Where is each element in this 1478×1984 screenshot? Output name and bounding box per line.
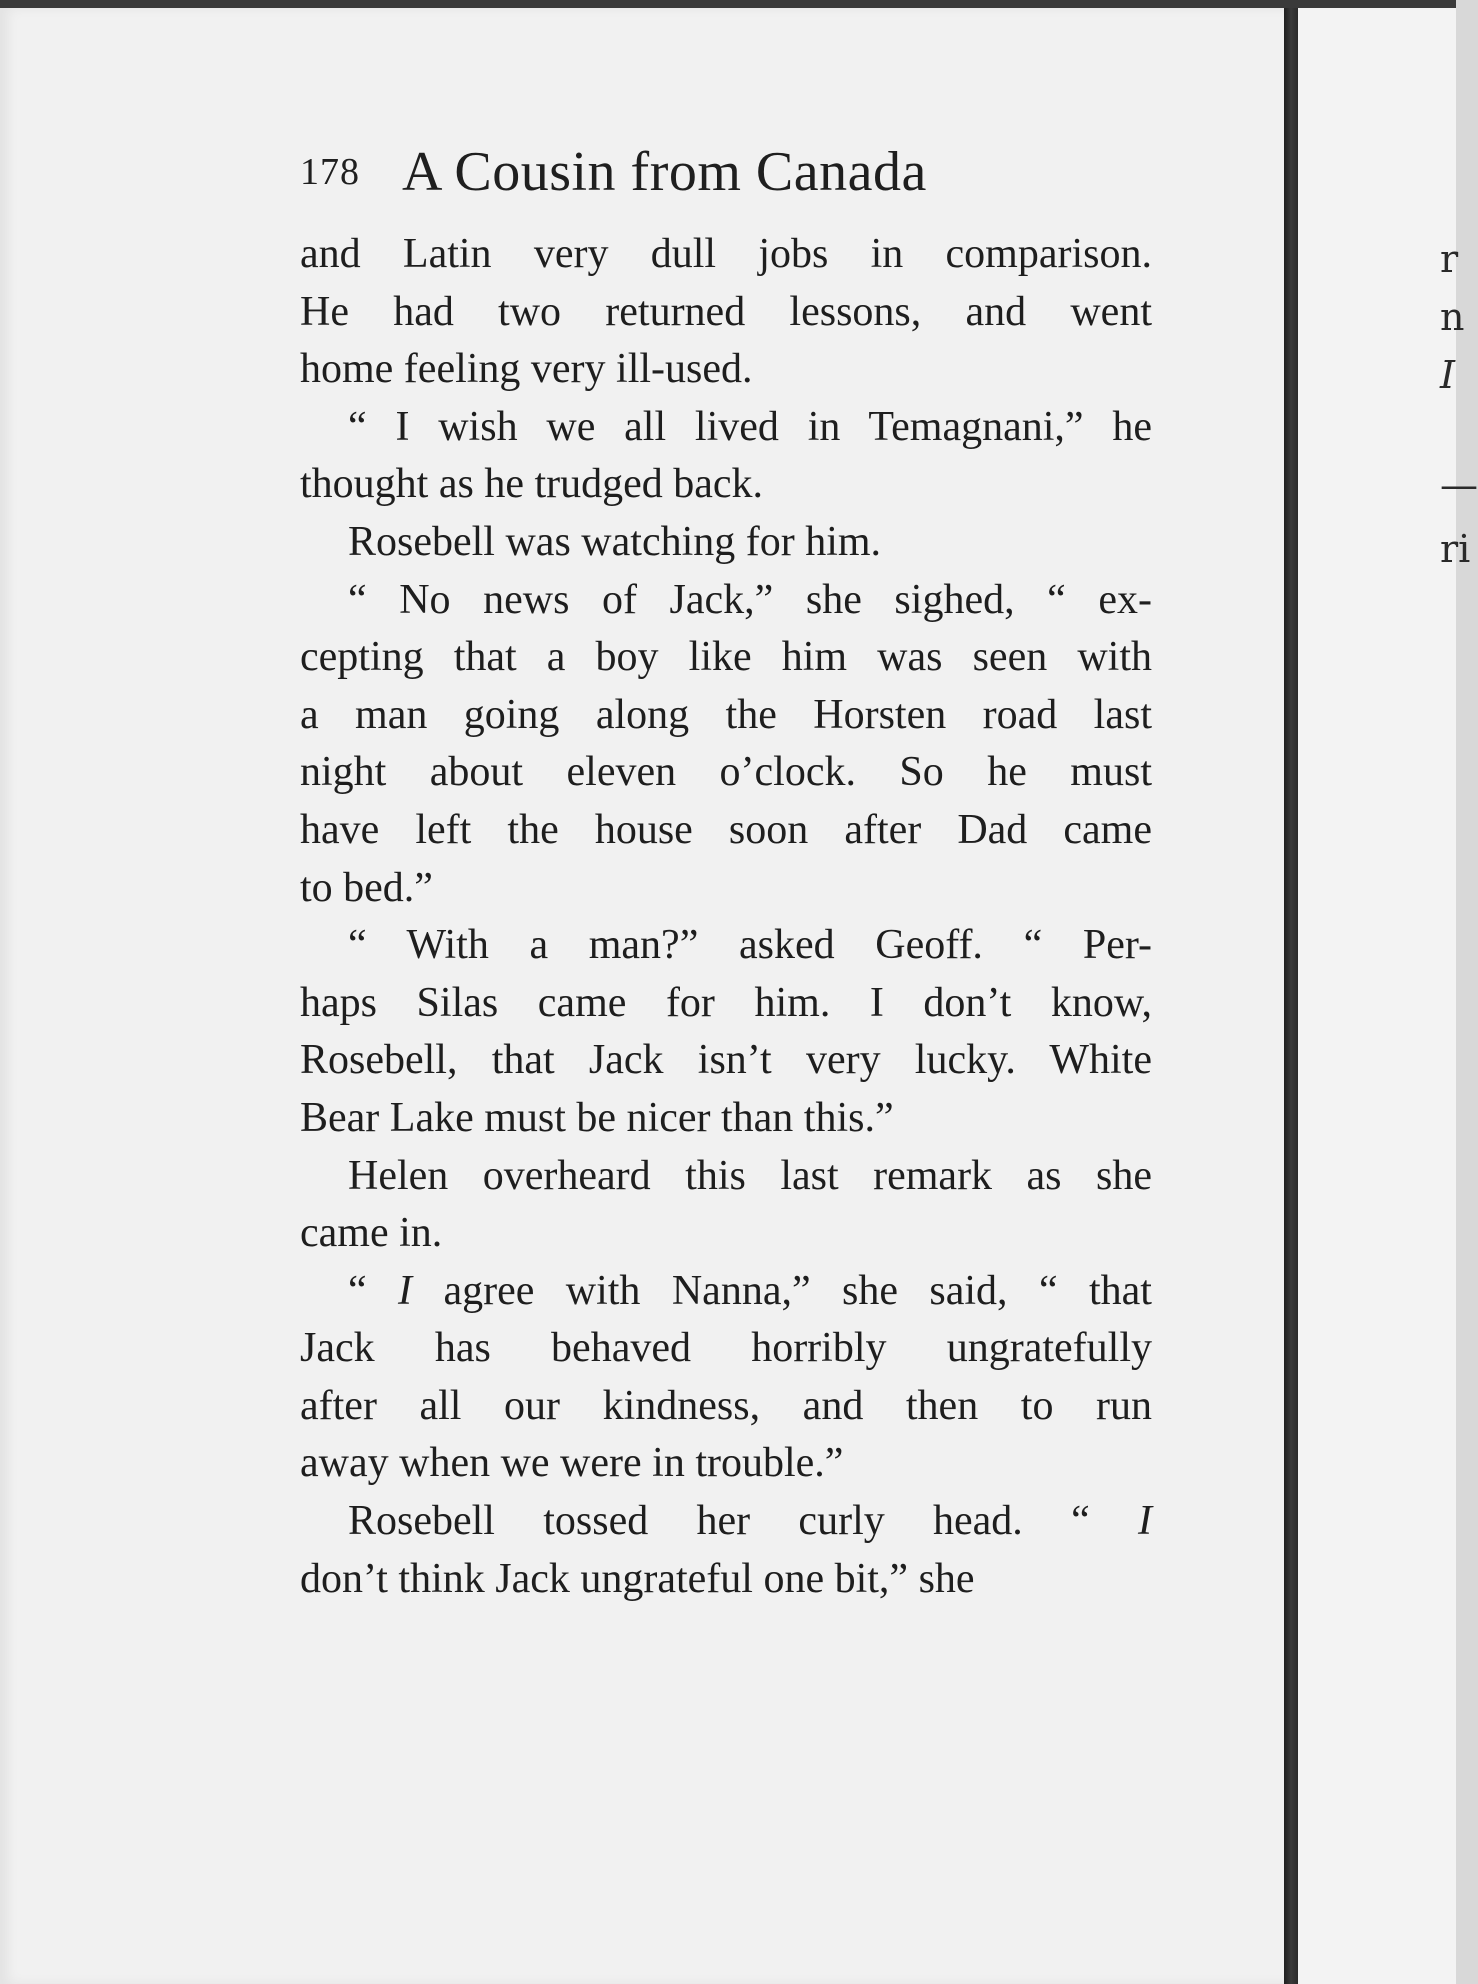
page-number: 178 xyxy=(300,151,360,193)
text-line: Helen overheard this last remark as she xyxy=(348,1152,1152,1199)
paragraph xyxy=(300,399,1152,514)
paragraph xyxy=(300,514,1152,572)
paragraph xyxy=(300,572,1152,918)
facing-page-fragment: n xyxy=(1440,295,1465,339)
text-line: thought as he trudged back. xyxy=(300,461,764,508)
text-line: don’t think Jack ungrateful one bit,” she xyxy=(300,1555,975,1602)
book-gutter xyxy=(1284,8,1298,1984)
text-line: haps Silas came for him. I don’t know, xyxy=(300,979,1152,1026)
text-line: a man going along the Horsten road last xyxy=(300,691,1152,738)
text-line: home feeling very ill-used. xyxy=(300,346,753,393)
text-line: away when we were in trouble.” xyxy=(300,1440,844,1487)
book-title: A Cousin from Canada xyxy=(402,141,927,203)
text-line: “ I wish we all lived in Temagnani,” he xyxy=(348,403,1152,450)
text-line: and Latin very dull jobs in comparison. xyxy=(300,231,1152,277)
text-line: have left the house soon after Dad came xyxy=(300,806,1152,853)
text-line: “ With a man?” asked Geoff. “ Per- xyxy=(348,922,1152,969)
text-line: night about eleven o’clock. So he must xyxy=(300,749,1152,796)
body-text xyxy=(300,226,1152,1608)
facing-page-fragment: — xyxy=(1440,463,1478,507)
text-line: “ I agree with Nanna,” she said, “ that xyxy=(348,1267,1152,1314)
facing-page-fragment: I xyxy=(1440,353,1456,397)
text-line: Rosebell tossed her curly head. “ I xyxy=(348,1498,1152,1545)
text-line: Rosebell, that Jack isn’t very lucky. White xyxy=(300,1037,1152,1084)
paragraph xyxy=(300,1263,1152,1493)
paragraph xyxy=(300,226,1152,399)
text-line: cepting that a boy like him was seen with xyxy=(300,634,1152,681)
facing-page-fragment: r xyxy=(1440,237,1459,281)
paragraph xyxy=(300,1148,1152,1263)
facing-page-fragment: ri xyxy=(1440,527,1471,571)
text-line: Rosebell was watching for him. xyxy=(348,518,882,565)
text-line: Jack has behaved horribly ungratefully xyxy=(300,1325,1152,1372)
right-page xyxy=(1298,8,1459,1984)
text-line: to bed.” xyxy=(300,864,433,911)
paragraph xyxy=(300,917,1152,1147)
text-line: came in. xyxy=(300,1210,443,1257)
running-head xyxy=(300,140,1160,204)
paragraph xyxy=(300,1493,1152,1608)
text-line: “ No news of Jack,” she sighed, “ ex- xyxy=(348,576,1152,623)
text-line: after all our kindness, and then to run xyxy=(300,1382,1152,1429)
text-line: Bear Lake must be nicer than this.” xyxy=(300,1094,894,1141)
text-line: He had two returned lessons, and went xyxy=(300,288,1152,335)
